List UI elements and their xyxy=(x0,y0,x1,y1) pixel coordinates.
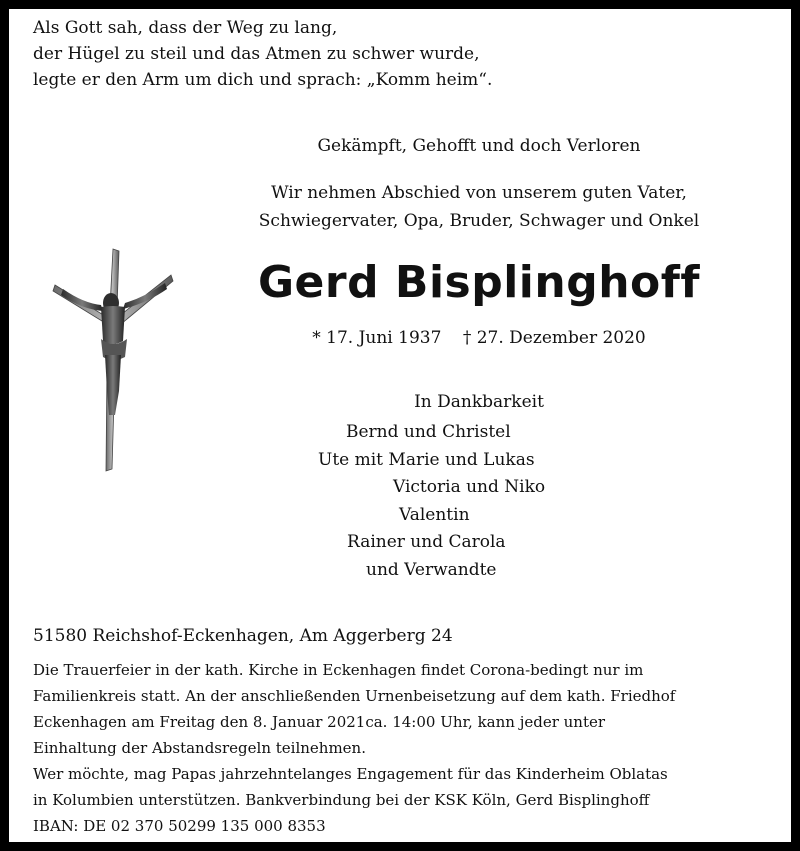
poem xyxy=(33,15,492,93)
obituary-card xyxy=(9,9,791,842)
details-line: Die Trauerfeier in der kath. Kirche in Eckenhagen findet Corona-bedingt nur im xyxy=(33,661,644,679)
crucifix-icon xyxy=(49,245,179,479)
details-line: Familienkreis statt. An der anschließenden Urnenbeisetzung auf dem kath. Friedhof xyxy=(33,687,676,705)
details-line: IBAN: DE 02 370 50299 135 000 8353 xyxy=(33,817,326,835)
details-line: Eckenhagen am Freitag den 8. Januar 2021ca. 14:00 Uhr, kann jeder unter xyxy=(33,713,606,731)
family-list xyxy=(299,419,599,584)
farewell-text xyxy=(179,179,779,235)
thanks-heading: In Dankbarkeit xyxy=(414,392,544,412)
details-line: in Kolumbien unterstützen. Bankverbindung bei der KSK Köln, Gerd Bisplinghoff xyxy=(33,791,650,809)
family-member: Rainer und Carola xyxy=(347,532,506,552)
poem-line: der Hügel zu steil und das Atmen zu schwer wurde, xyxy=(33,44,480,64)
family-member: Bernd und Christel xyxy=(346,422,511,442)
birth-date: * 17. Juni 1937 xyxy=(312,328,442,348)
motto: Gekämpft, Gehofft und doch Verloren xyxy=(317,136,641,156)
family-member: Ute mit Marie und Lukas xyxy=(318,449,535,470)
address: 51580 Reichshof-Eckenhagen, Am Aggerberg 24 xyxy=(33,626,453,646)
family-member: Valentin xyxy=(399,504,470,525)
farewell-line: Wir nehmen Abschied von unserem guten Vater, xyxy=(271,183,687,203)
poem-line: Als Gott sah, dass der Weg zu lang, xyxy=(33,18,338,38)
deceased-name: Gerd Bisplinghoff xyxy=(257,257,701,308)
farewell-line: Schwiegervater, Opa, Bruder, Schwager und Onkel xyxy=(258,211,700,231)
poem-line: legte er den Arm um dich und sprach: „Komm heim“. xyxy=(33,70,493,90)
details-line: Wer möchte, mag Papas jahrzehntelanges Engagement für das Kinderheim Oblatas xyxy=(33,765,668,783)
family-member: und Verwandte xyxy=(366,559,497,580)
family-member: Victoria und Niko xyxy=(393,477,546,497)
death-date: † 27. Dezember 2020 xyxy=(462,328,646,348)
life-dates xyxy=(179,325,779,351)
funeral-details xyxy=(33,657,773,839)
details-line: Einhaltung der Abstandsregeln teilnehmen. xyxy=(33,739,366,757)
